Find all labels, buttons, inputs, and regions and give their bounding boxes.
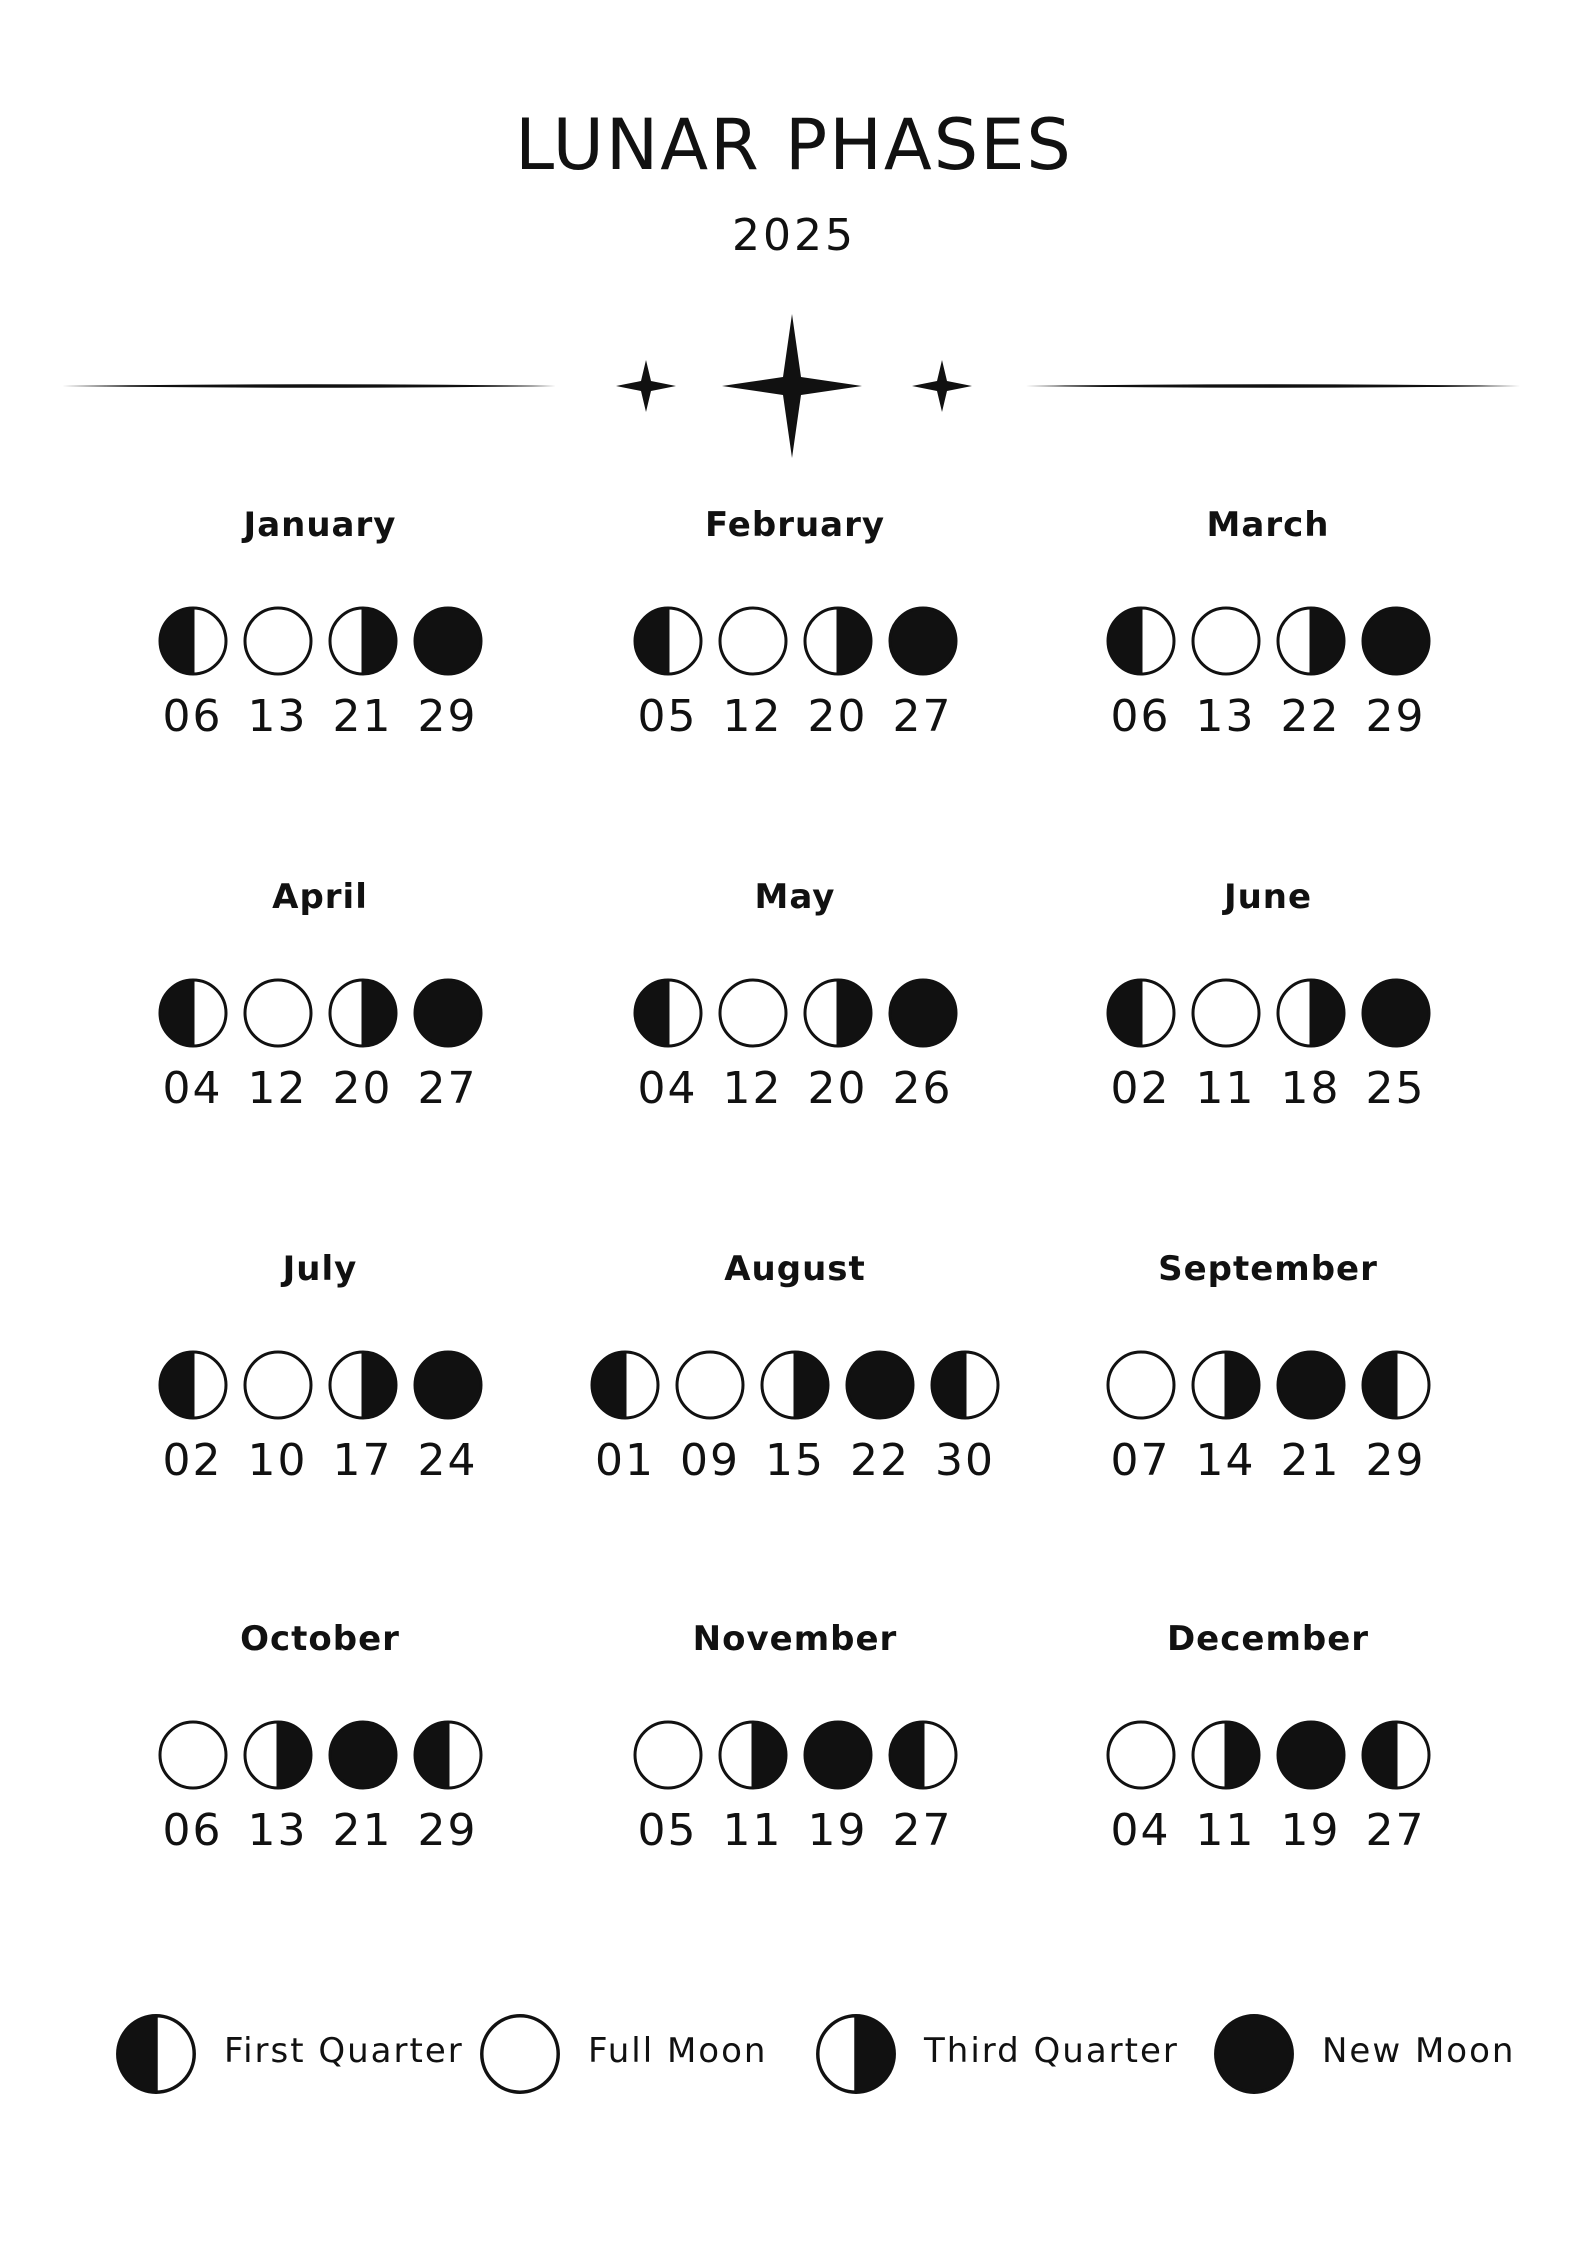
new-moon-icon — [1273, 1717, 1349, 1793]
phase-date: 21 — [1280, 1435, 1341, 1486]
phase-date: 15 — [765, 1435, 825, 1486]
moon-phase — [672, 1347, 748, 1486]
phase-row — [1028, 603, 1508, 742]
new-moon-icon — [410, 975, 486, 1051]
moon-phase — [410, 975, 486, 1114]
month-name: January — [243, 505, 397, 545]
phase-date: 05 — [637, 691, 698, 742]
month-name: April — [272, 877, 368, 917]
moon-phase — [155, 975, 231, 1114]
phase-date: 24 — [417, 1435, 478, 1486]
moon-phase — [757, 1347, 833, 1486]
moon-phase — [1188, 1347, 1264, 1486]
moon-phase — [325, 603, 401, 742]
month-name: June — [1223, 877, 1313, 917]
phase-date: 04 — [1110, 1805, 1171, 1856]
first-quarter-moon-icon — [630, 603, 706, 679]
third-quarter-moon-icon — [715, 1717, 791, 1793]
phase-row — [80, 975, 560, 1114]
moon-phase — [1273, 975, 1349, 1114]
phase-row — [1028, 1717, 1508, 1856]
moon-phase — [715, 603, 791, 742]
third-quarter-moon-icon — [325, 603, 401, 679]
new-moon-icon — [325, 1717, 401, 1793]
new-moon-icon — [1358, 975, 1434, 1051]
moon-phase — [885, 975, 961, 1114]
first-quarter-moon-icon — [1103, 603, 1179, 679]
full-moon-icon — [1103, 1347, 1179, 1423]
month-february — [555, 505, 1035, 748]
first-quarter-moon-icon — [1358, 1347, 1434, 1423]
moon-phase — [1273, 1717, 1349, 1856]
phase-row — [80, 1347, 560, 1486]
phase-date: 06 — [162, 691, 223, 742]
month-june — [1028, 877, 1508, 1120]
moon-phase — [325, 975, 401, 1114]
moon-phase — [1103, 603, 1179, 742]
phase-date: 02 — [162, 1435, 223, 1486]
phase-date: 19 — [807, 1805, 868, 1856]
month-march — [1028, 505, 1508, 748]
full-moon-icon — [715, 975, 791, 1051]
phase-date: 29 — [417, 691, 478, 742]
legend-label: First Quarter — [224, 2031, 464, 2071]
month-name: September — [1158, 1249, 1378, 1289]
phase-date: 09 — [680, 1435, 740, 1486]
moon-phase — [410, 1347, 486, 1486]
phase-date: 22 — [850, 1435, 910, 1486]
third-quarter-moon-icon — [325, 975, 401, 1051]
phase-date: 11 — [1195, 1805, 1256, 1856]
moon-phase — [410, 603, 486, 742]
moon-phase — [1273, 603, 1349, 742]
phase-date: 27 — [417, 1063, 478, 1114]
full-moon-icon — [155, 1717, 231, 1793]
third-quarter-moon-icon — [800, 603, 876, 679]
moon-phase — [155, 603, 231, 742]
moon-phase — [1358, 1347, 1434, 1486]
first-quarter-moon-icon — [155, 975, 231, 1051]
third-quarter-moon-icon — [1273, 975, 1349, 1051]
moon-phase — [410, 1717, 486, 1856]
phase-row — [1028, 975, 1508, 1114]
phase-date: 12 — [247, 1063, 308, 1114]
moon-phase — [1103, 975, 1179, 1114]
moon-phase — [155, 1347, 231, 1486]
first-quarter-moon-icon — [927, 1347, 1003, 1423]
phase-date: 17 — [332, 1435, 393, 1486]
phase-date: 06 — [162, 1805, 223, 1856]
third-quarter-moon-icon — [800, 975, 876, 1051]
phase-date: 21 — [332, 1805, 393, 1856]
moon-phase — [715, 975, 791, 1114]
phase-row — [80, 1717, 560, 1856]
phase-date: 21 — [332, 691, 393, 742]
third-quarter-moon-icon — [757, 1347, 833, 1423]
first-quarter-moon-icon — [587, 1347, 663, 1423]
month-december — [1028, 1619, 1508, 1862]
legend-label: New Moon — [1322, 2031, 1516, 2071]
phase-date: 13 — [1195, 691, 1256, 742]
phase-date: 13 — [247, 1805, 308, 1856]
moon-phase — [630, 603, 706, 742]
moon-phase — [1188, 603, 1264, 742]
month-october — [80, 1619, 560, 1862]
new-moon-icon — [410, 603, 486, 679]
phase-date: 04 — [637, 1063, 698, 1114]
full-moon-icon — [715, 603, 791, 679]
phase-date: 29 — [1365, 1435, 1426, 1486]
phase-row — [555, 1717, 1035, 1856]
moon-phase — [155, 1717, 231, 1856]
first-quarter-moon-icon — [885, 1717, 961, 1793]
phase-date: 20 — [807, 691, 868, 742]
moon-phase — [885, 603, 961, 742]
first-quarter-moon-icon — [112, 2010, 200, 2098]
phase-date: 07 — [1110, 1435, 1171, 1486]
moon-phase — [800, 1717, 876, 1856]
phase-date: 19 — [1280, 1805, 1341, 1856]
phase-date: 27 — [1365, 1805, 1426, 1856]
phase-date: 12 — [722, 691, 783, 742]
new-moon-icon — [410, 1347, 486, 1423]
phase-row — [1028, 1347, 1508, 1486]
phase-date: 04 — [162, 1063, 223, 1114]
phase-legend — [0, 2010, 1588, 2110]
third-quarter-moon-icon — [240, 1717, 316, 1793]
moon-phase — [240, 603, 316, 742]
moon-phase — [1188, 1717, 1264, 1856]
phase-date: 06 — [1110, 691, 1171, 742]
new-moon-icon — [1210, 2010, 1298, 2098]
month-april — [80, 877, 560, 1120]
first-quarter-moon-icon — [155, 1347, 231, 1423]
moon-phase — [1103, 1717, 1179, 1856]
full-moon-icon — [630, 1717, 706, 1793]
month-name: March — [1206, 505, 1330, 545]
third-quarter-moon-icon — [1188, 1347, 1264, 1423]
full-moon-icon — [1103, 1717, 1179, 1793]
month-january — [80, 505, 560, 748]
month-name: November — [692, 1619, 898, 1659]
new-moon-icon — [800, 1717, 876, 1793]
full-moon-icon — [1188, 975, 1264, 1051]
page-title: LUNAR PHASES — [515, 104, 1073, 186]
new-moon-icon — [1358, 603, 1434, 679]
legend-label: Third Quarter — [924, 2031, 1179, 2071]
first-quarter-moon-icon — [155, 603, 231, 679]
first-quarter-moon-icon — [1358, 1717, 1434, 1793]
phase-date: 13 — [247, 691, 308, 742]
month-name: August — [724, 1249, 866, 1289]
phase-date: 01 — [595, 1435, 655, 1486]
new-moon-icon — [885, 975, 961, 1051]
moon-phase — [1358, 603, 1434, 742]
first-quarter-moon-icon — [630, 975, 706, 1051]
phase-date: 20 — [807, 1063, 868, 1114]
moon-phase — [927, 1347, 1003, 1486]
phase-date: 20 — [332, 1063, 393, 1114]
phase-row — [555, 603, 1035, 742]
month-name: July — [282, 1249, 358, 1289]
phase-row — [555, 1347, 1035, 1486]
third-quarter-moon-icon — [812, 2010, 900, 2098]
moon-phase — [240, 975, 316, 1114]
first-quarter-moon-icon — [1103, 975, 1179, 1051]
month-name: December — [1166, 1619, 1370, 1659]
phase-row — [555, 975, 1035, 1114]
month-august — [555, 1249, 1035, 1492]
year-label: 2025 — [732, 210, 856, 261]
month-september — [1028, 1249, 1508, 1492]
moon-phase — [630, 1717, 706, 1856]
legend-label: Full Moon — [588, 2031, 768, 2071]
month-name: October — [240, 1619, 400, 1659]
phase-date: 14 — [1195, 1435, 1256, 1486]
phase-date: 29 — [417, 1805, 478, 1856]
moon-phase — [1273, 1347, 1349, 1486]
moon-phase — [800, 603, 876, 742]
full-moon-icon — [240, 1347, 316, 1423]
moon-phase — [630, 975, 706, 1114]
moon-phase — [240, 1717, 316, 1856]
phase-date: 29 — [1365, 691, 1426, 742]
full-moon-icon — [476, 2010, 564, 2098]
month-may — [555, 877, 1035, 1120]
moon-phase — [325, 1717, 401, 1856]
moon-phase — [325, 1347, 401, 1486]
phase-date: 27 — [892, 1805, 953, 1856]
phase-date: 30 — [935, 1435, 995, 1486]
phase-date: 26 — [892, 1063, 953, 1114]
moon-phase — [800, 975, 876, 1114]
phase-date: 02 — [1110, 1063, 1171, 1114]
month-name: February — [704, 505, 886, 545]
phase-date: 22 — [1280, 691, 1341, 742]
phase-date: 18 — [1280, 1063, 1341, 1114]
third-quarter-moon-icon — [1188, 1717, 1264, 1793]
phase-date: 27 — [892, 691, 953, 742]
phase-date: 11 — [1195, 1063, 1256, 1114]
moon-phase — [1358, 975, 1434, 1114]
moon-phase — [715, 1717, 791, 1856]
moon-phase — [240, 1347, 316, 1486]
month-november — [555, 1619, 1035, 1862]
phase-date: 11 — [722, 1805, 783, 1856]
month-name: May — [754, 877, 836, 917]
full-moon-icon — [1188, 603, 1264, 679]
moon-phase — [1358, 1717, 1434, 1856]
first-quarter-moon-icon — [410, 1717, 486, 1793]
phase-date: 12 — [722, 1063, 783, 1114]
moon-phase — [885, 1717, 961, 1856]
moon-phase — [1103, 1347, 1179, 1486]
full-moon-icon — [240, 975, 316, 1051]
phase-row — [80, 603, 560, 742]
third-quarter-moon-icon — [1273, 603, 1349, 679]
moon-phase — [587, 1347, 663, 1486]
phase-date: 10 — [247, 1435, 308, 1486]
new-moon-icon — [885, 603, 961, 679]
new-moon-icon — [842, 1347, 918, 1423]
full-moon-icon — [240, 603, 316, 679]
full-moon-icon — [672, 1347, 748, 1423]
moon-phase — [842, 1347, 918, 1486]
phase-date: 25 — [1365, 1063, 1426, 1114]
moon-phase — [1188, 975, 1264, 1114]
phase-date: 05 — [637, 1805, 698, 1856]
month-july — [80, 1249, 560, 1492]
third-quarter-moon-icon — [325, 1347, 401, 1423]
new-moon-icon — [1273, 1347, 1349, 1423]
